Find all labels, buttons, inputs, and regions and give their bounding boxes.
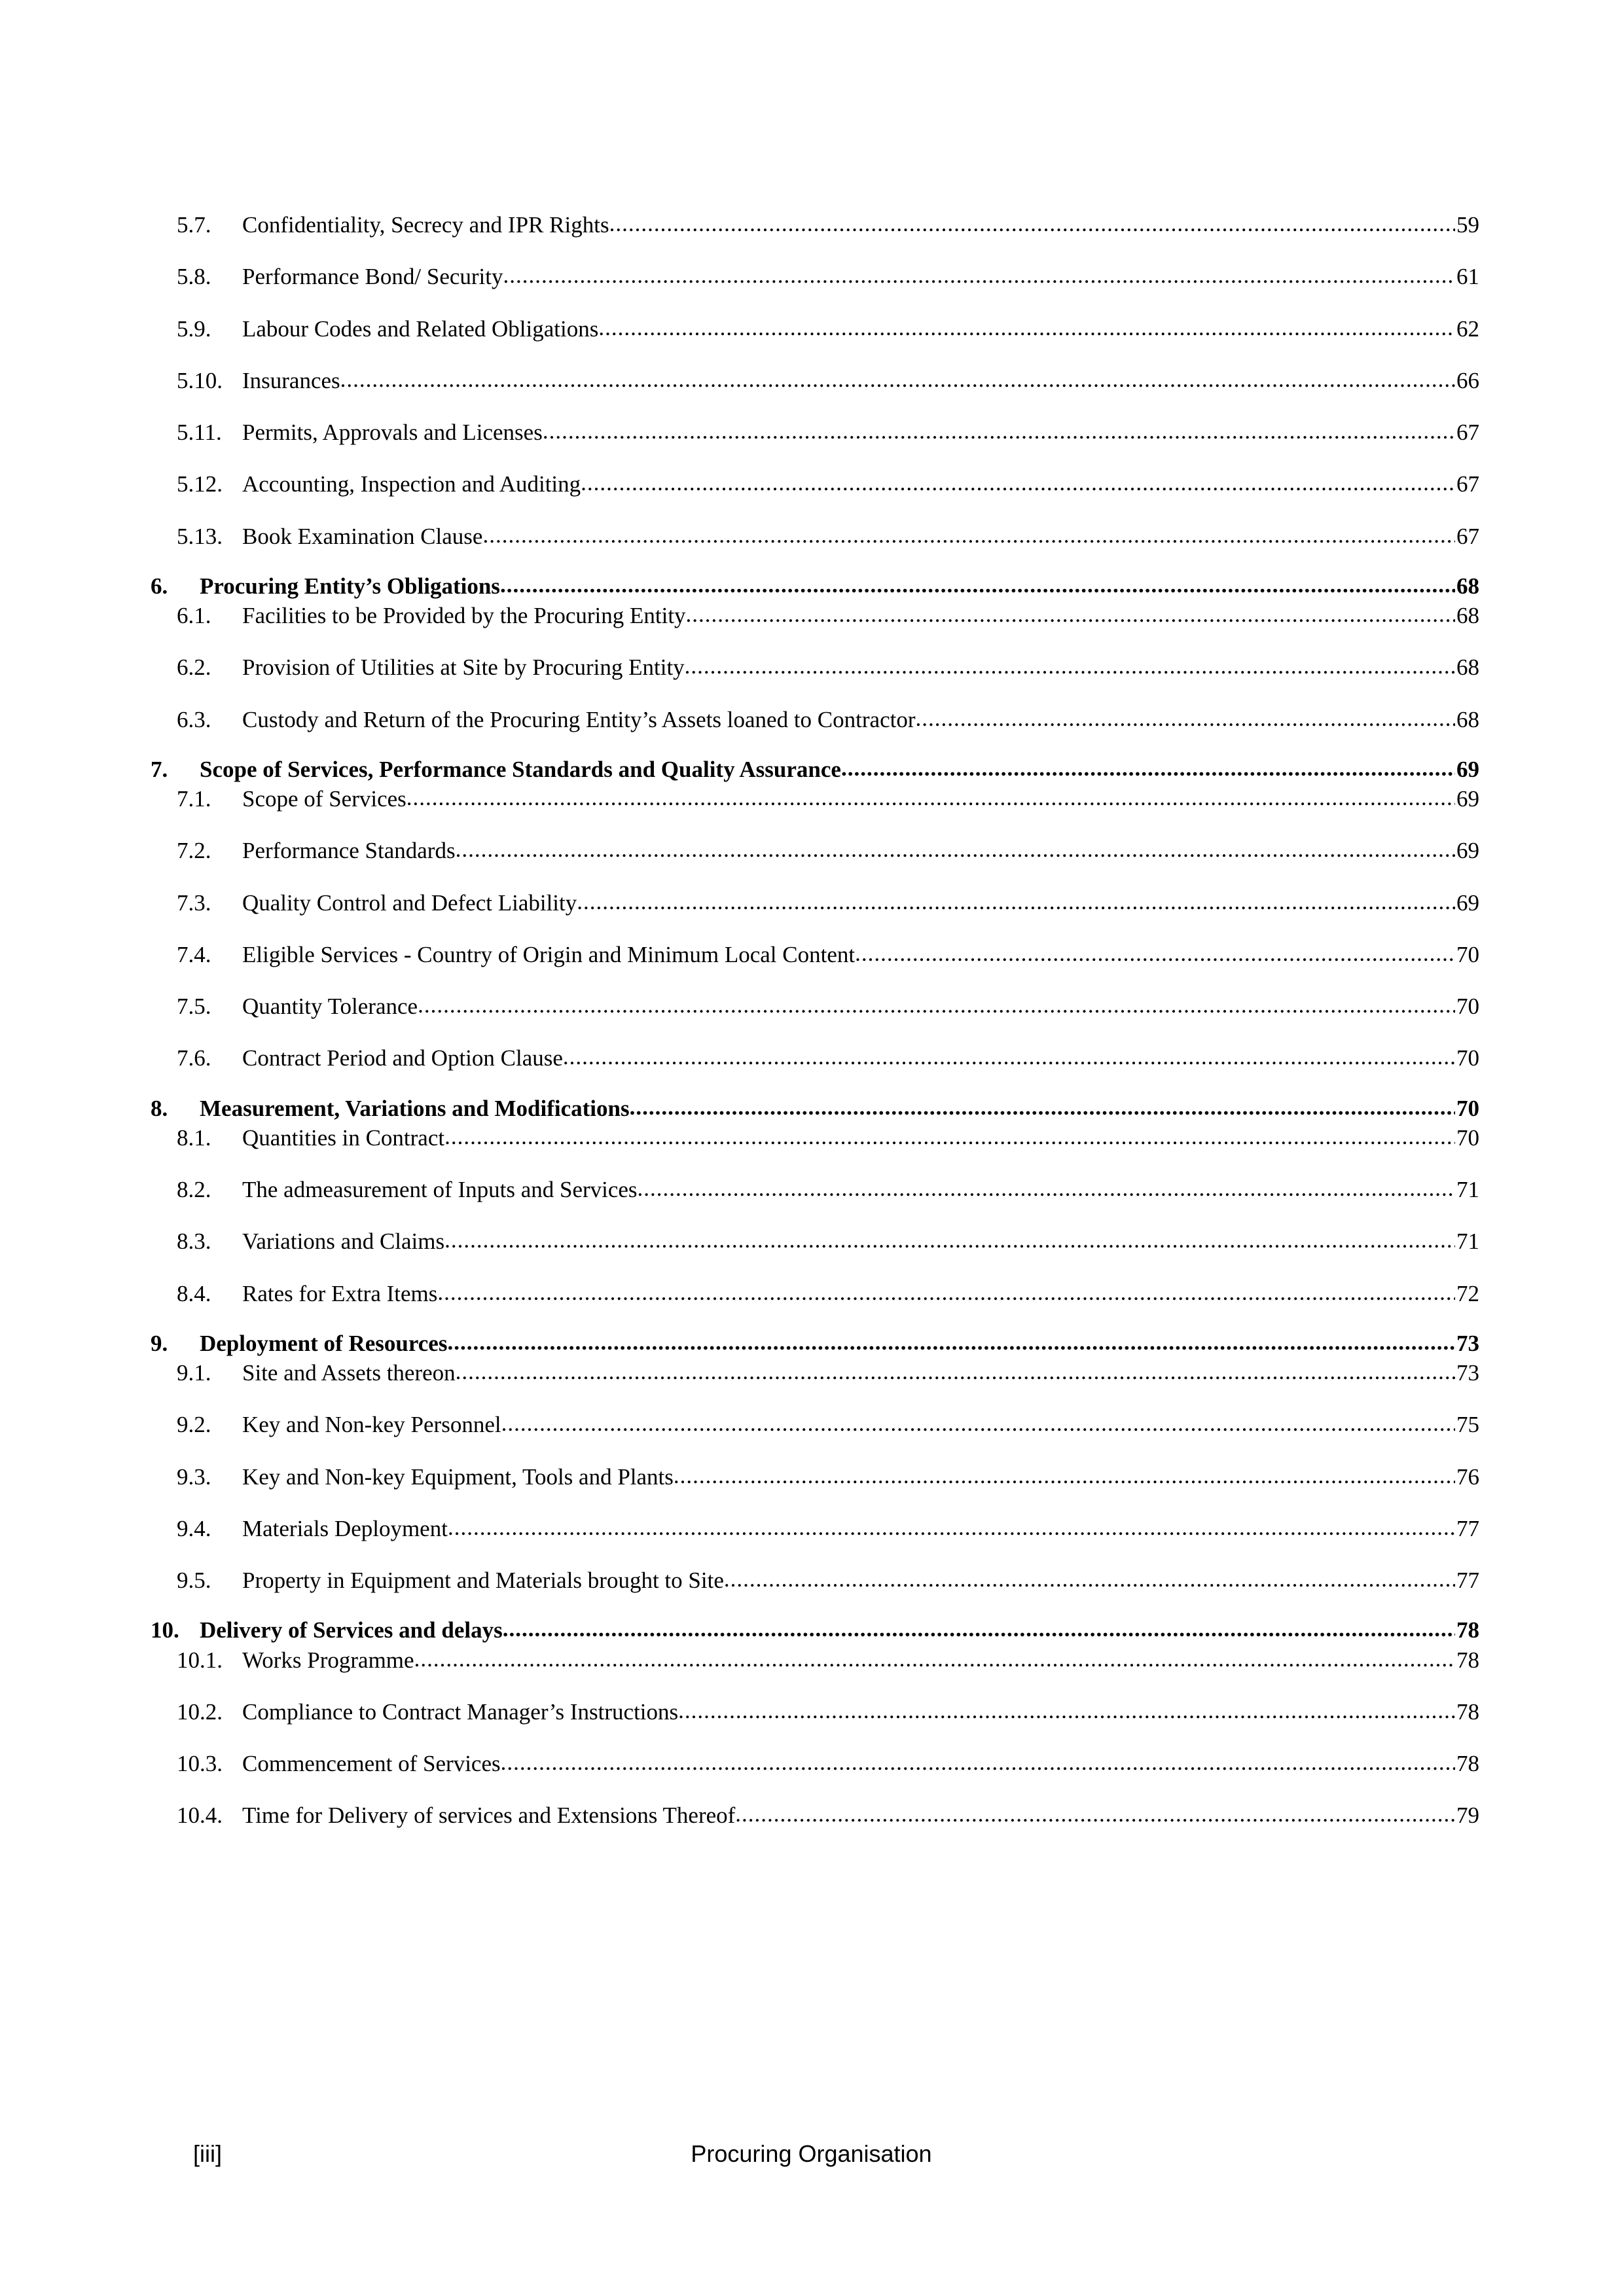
- toc-entry-number: 7.: [151, 756, 168, 782]
- toc-entry-page-number: 61: [1456, 264, 1479, 290]
- toc-leader-dots: [543, 418, 1455, 444]
- toc-entry[interactable]: [151, 994, 1479, 1020]
- toc-leader-dots: [448, 1515, 1455, 1541]
- toc-entry-title: Provision of Utilities at Site by Procuring Entity: [242, 655, 685, 681]
- toc-entry[interactable]: [151, 603, 1479, 629]
- toc-entry-number: 5.11.: [177, 420, 222, 445]
- toc-leader-dots: [609, 211, 1455, 237]
- toc-leader-dots: [503, 262, 1455, 289]
- toc-entry-page-number: 68: [1456, 706, 1479, 732]
- toc-leader-dots: [915, 706, 1455, 732]
- toc-entry[interactable]: [151, 1568, 1479, 1594]
- toc-entry-page-number: 77: [1456, 1515, 1479, 1541]
- toc-entry[interactable]: [151, 1751, 1479, 1777]
- toc-entry-number: 6.1.: [177, 603, 211, 628]
- toc-entry-number: 10.3.: [177, 1751, 223, 1776]
- toc-entry-number: 6.3.: [177, 706, 211, 732]
- toc-entry[interactable]: [151, 1360, 1479, 1386]
- toc-entry-number: 5.8.: [177, 264, 211, 290]
- toc-entry-page-number: 70: [1456, 1124, 1479, 1151]
- toc-entry-title: Scope of Services, Performance Standards and Quality Assurance: [200, 756, 841, 782]
- toc-leader-dots: [414, 1646, 1455, 1672]
- toc-entry-page-number: 72: [1456, 1280, 1479, 1306]
- toc-entry-title: Quality Control and Defect Liability: [242, 889, 577, 916]
- toc-entry-title: Permits, Approvals and Licenses: [242, 420, 543, 445]
- toc-leader-dots: [340, 367, 1455, 393]
- toc-entry-page-number: 75: [1456, 1412, 1479, 1438]
- toc-entry[interactable]: [151, 1516, 1479, 1542]
- toc-leader-dots: [674, 1463, 1455, 1489]
- toc-entry-number: 7.4.: [177, 941, 211, 967]
- toc-entry[interactable]: [151, 1125, 1479, 1151]
- toc-entry[interactable]: [151, 471, 1479, 497]
- toc-entry-number: 5.13.: [177, 523, 223, 549]
- toc-entry-number: 6.: [151, 573, 168, 599]
- toc-entry-page-number: 73: [1456, 1330, 1479, 1356]
- toc-entry[interactable]: [151, 1464, 1479, 1490]
- toc-entry-title: Property in Equipment and Materials brought to Site: [242, 1568, 724, 1593]
- toc-entry-number: 7.5.: [177, 994, 211, 1019]
- toc-leader-dots: [686, 601, 1455, 628]
- toc-leader-dots: [855, 941, 1455, 967]
- toc-entry-page-number: 59: [1456, 212, 1479, 238]
- toc-entry-title: Commencement of Services: [242, 1751, 501, 1776]
- toc-entry[interactable]: [151, 1617, 1479, 1643]
- toc-entry-number: 8.3.: [177, 1229, 211, 1255]
- toc-entry[interactable]: [151, 786, 1479, 812]
- toc-entry[interactable]: [151, 316, 1479, 342]
- toc-entry-page-number: 79: [1456, 1803, 1479, 1829]
- toc-entry[interactable]: [151, 838, 1479, 864]
- toc-entry-title: Quantity Tolerance: [242, 994, 418, 1019]
- toc-entry-page-number: 71: [1456, 1229, 1479, 1255]
- toc-entry[interactable]: [151, 707, 1479, 733]
- toc-entry[interactable]: [151, 1096, 1479, 1122]
- toc-entry-title: Procuring Entity’s Obligations: [200, 573, 500, 599]
- toc-entry[interactable]: [151, 420, 1479, 446]
- toc-leader-dots: [482, 522, 1455, 548]
- toc-entry-title: Confidentiality, Secrecy and IPR Rights: [242, 212, 609, 238]
- toc-leader-dots: [501, 1410, 1455, 1437]
- page-footer: [151, 2140, 1479, 2168]
- toc-entry-title: Works Programme: [242, 1647, 414, 1673]
- toc-leader-dots: [735, 1801, 1455, 1827]
- toc-entry[interactable]: [151, 212, 1479, 238]
- toc-entry-number: 10.4.: [177, 1803, 223, 1829]
- toc-entry-number: 5.9.: [177, 315, 211, 342]
- toc-entry[interactable]: [151, 1803, 1479, 1829]
- toc-entry-number: 9.2.: [177, 1412, 211, 1438]
- toc-entry[interactable]: [151, 1045, 1479, 1071]
- toc-entry[interactable]: [151, 757, 1479, 783]
- toc-entry-page-number: 69: [1456, 889, 1479, 916]
- toc-entry-number: 10.: [151, 1617, 179, 1643]
- toc-entry-page-number: 78: [1456, 1751, 1479, 1776]
- toc-entry[interactable]: [151, 524, 1479, 550]
- toc-entry-title: Time for Delivery of services and Extensions Thereof: [242, 1803, 736, 1829]
- toc-entry-page-number: 78: [1456, 1698, 1479, 1725]
- toc-entry-number: 9.: [151, 1330, 168, 1356]
- toc-leader-dots: [500, 572, 1455, 598]
- toc-entry-page-number: 68: [1456, 573, 1479, 599]
- toc-entry-number: 8.: [151, 1095, 168, 1121]
- toc-entry-number: 5.7.: [177, 212, 211, 238]
- toc-leader-dots: [418, 992, 1455, 1018]
- toc-entry-page-number: 62: [1456, 315, 1479, 342]
- toc-entry-page-number: 73: [1456, 1360, 1479, 1386]
- toc-entry-page-number: 78: [1456, 1647, 1479, 1673]
- toc-entry-number: 8.1.: [177, 1124, 211, 1151]
- toc-entry-number: 7.3.: [177, 889, 211, 916]
- toc-leader-dots: [456, 836, 1455, 863]
- toc-entry[interactable]: [151, 573, 1479, 600]
- toc-entry-title: Performance Standards: [242, 838, 456, 864]
- toc-entry-title: Performance Bond/ Security: [242, 264, 503, 290]
- toc-entry-number: 7.6.: [177, 1045, 211, 1071]
- toc-entry-page-number: 70: [1456, 1095, 1479, 1121]
- toc-leader-dots: [406, 785, 1455, 811]
- toc-entry-number: 6.2.: [177, 655, 211, 681]
- toc-entry[interactable]: [151, 368, 1479, 394]
- toc-entry-title: Eligible Services - Country of Origin and Minimum Local Content: [242, 941, 856, 967]
- toc-entry-title: Materials Deployment: [242, 1515, 448, 1541]
- toc-entry-title: Accounting, Inspection and Auditing: [242, 471, 581, 497]
- toc-leader-dots: [437, 1280, 1455, 1306]
- toc-leader-dots: [581, 470, 1455, 496]
- toc-entry[interactable]: [151, 1412, 1479, 1438]
- toc-entry-title: Quantities in Contract: [242, 1124, 445, 1151]
- toc-entry-title: Contract Period and Option Clause: [242, 1045, 563, 1071]
- toc-entry-title: Site and Assets thereon: [242, 1360, 456, 1386]
- toc-leader-dots: [503, 1616, 1455, 1642]
- toc-entry-title: Variations and Claims: [242, 1229, 445, 1255]
- toc-entry-number: 9.1.: [177, 1360, 211, 1386]
- toc-leader-dots: [444, 1124, 1455, 1150]
- toc-leader-dots: [501, 1749, 1455, 1776]
- toc-entry-page-number: 69: [1456, 838, 1479, 864]
- toc-entry-title: The admeasurement of Inputs and Services: [242, 1177, 638, 1202]
- toc-entry-title: Scope of Services: [242, 786, 406, 812]
- toc-entry-page-number: 67: [1456, 471, 1479, 497]
- toc-entry-page-number: 78: [1456, 1617, 1479, 1643]
- toc-entry-page-number: 70: [1456, 1045, 1479, 1071]
- toc-entry-title: Key and Non-key Equipment, Tools and Plants: [242, 1463, 674, 1490]
- toc-entry-title: Delivery of Services and delays: [200, 1617, 503, 1643]
- toc-entry-page-number: 69: [1456, 786, 1479, 812]
- toc-entry-page-number: 68: [1456, 603, 1479, 628]
- toc-entry-title: Rates for Extra Items: [242, 1280, 438, 1306]
- toc-entry[interactable]: [151, 264, 1479, 290]
- table-of-contents: [151, 187, 1479, 1829]
- toc-entry-number: 9.3.: [177, 1463, 211, 1490]
- toc-leader-dots: [563, 1044, 1455, 1070]
- toc-entry-page-number: 71: [1456, 1177, 1479, 1202]
- footer-organisation: Procuring Organisation: [691, 2140, 932, 2167]
- toc-leader-dots: [685, 653, 1455, 679]
- toc-entry-title: Custody and Return of the Procuring Entity’s Assets loaned to Contractor: [242, 706, 916, 732]
- toc-entry-number: 5.10.: [177, 367, 223, 393]
- toc-entry[interactable]: [151, 1331, 1479, 1357]
- toc-entry-page-number: 70: [1456, 994, 1479, 1019]
- toc-entry-page-number: 67: [1456, 420, 1479, 445]
- toc-entry-number: 5.12.: [177, 471, 223, 497]
- toc-entry-title: Insurances: [242, 367, 340, 393]
- footer-page-number: [iii]: [193, 2140, 222, 2167]
- toc-entry-number: 8.4.: [177, 1280, 211, 1306]
- toc-entry[interactable]: [151, 942, 1479, 968]
- toc-entry[interactable]: [151, 1229, 1479, 1255]
- toc-entry-page-number: 76: [1456, 1463, 1479, 1490]
- toc-entry-page-number: 70: [1456, 941, 1479, 967]
- toc-entry[interactable]: [151, 1177, 1479, 1203]
- toc-entry-page-number: 69: [1456, 756, 1479, 782]
- toc-entry[interactable]: [151, 1647, 1479, 1674]
- toc-entry-number: 10.1.: [177, 1647, 223, 1673]
- toc-entry[interactable]: [151, 655, 1479, 681]
- toc-entry-number: 8.2.: [177, 1177, 211, 1202]
- toc-entry-title: Measurement, Variations and Modifications: [200, 1095, 630, 1121]
- toc-leader-dots: [630, 1094, 1455, 1121]
- toc-leader-dots: [638, 1175, 1455, 1202]
- toc-entry-number: 9.5.: [177, 1568, 211, 1593]
- toc-entry-title: Key and Non-key Personnel: [242, 1412, 501, 1438]
- toc-leader-dots: [678, 1698, 1455, 1724]
- toc-leader-dots: [598, 315, 1455, 341]
- toc-leader-dots: [444, 1227, 1455, 1253]
- toc-entry-title: Compliance to Contract Manager’s Instructions: [242, 1698, 679, 1725]
- toc-entry[interactable]: [151, 890, 1479, 916]
- toc-entry[interactable]: [151, 1281, 1479, 1307]
- toc-leader-dots: [577, 889, 1455, 915]
- toc-entry-number: 7.2.: [177, 838, 211, 864]
- toc-entry-number: 10.2.: [177, 1698, 223, 1725]
- toc-entry-page-number: 67: [1456, 523, 1479, 549]
- toc-entry-page-number: 68: [1456, 655, 1479, 681]
- toc-entry-title: Deployment of Resources: [200, 1330, 448, 1356]
- toc-entry[interactable]: [151, 1699, 1479, 1725]
- toc-entry-number: 9.4.: [177, 1515, 211, 1541]
- toc-leader-dots: [724, 1566, 1455, 1592]
- toc-entry-page-number: 77: [1456, 1568, 1479, 1593]
- toc-entry-title: Book Examination Clause: [242, 523, 483, 549]
- toc-entry-number: 7.1.: [177, 786, 211, 812]
- toc-entry-page-number: 66: [1456, 367, 1479, 393]
- toc-leader-dots: [841, 755, 1455, 781]
- toc-leader-dots: [447, 1329, 1455, 1355]
- toc-entry-title: Facilities to be Provided by the Procuring Entity: [242, 603, 686, 628]
- toc-leader-dots: [456, 1359, 1455, 1385]
- toc-entry-title: Labour Codes and Related Obligations: [242, 315, 599, 342]
